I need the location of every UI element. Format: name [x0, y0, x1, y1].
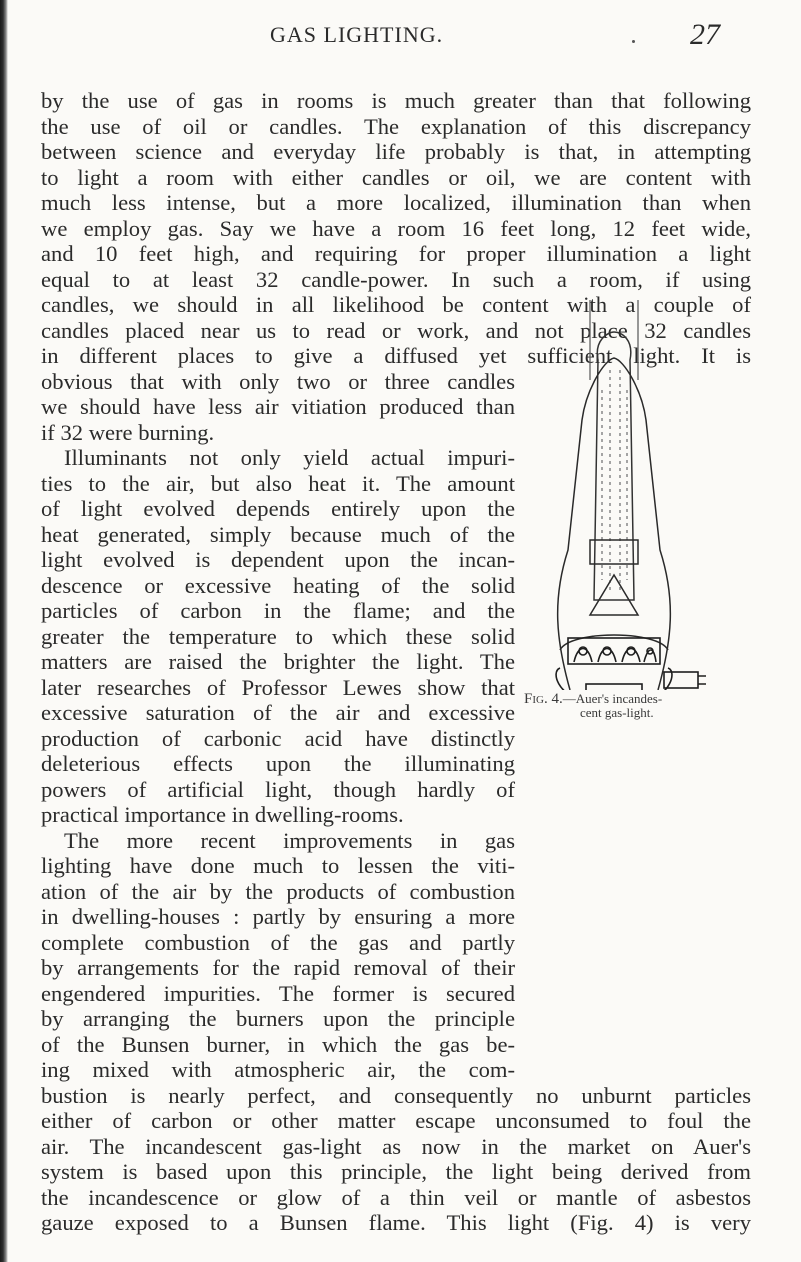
text-line: engendered impurities. The former is secured — [41, 980, 515, 1006]
text-line: light evolved is dependent upon the incan- — [41, 547, 515, 572]
page-binding-edge — [0, 0, 8, 1262]
text-line: gauze exposed to a Bunsen flame. This light (Fig. 4) is very — [41, 1210, 751, 1235]
text-line: if 32 were burning. — [41, 419, 215, 445]
text-line: descence or excessive heating of the solid — [41, 572, 515, 598]
text-line: later researches of Professor Lewes show that — [41, 674, 515, 700]
text-line: particles of carbon in the flame; and the — [41, 598, 515, 623]
text-line: ties to the air, but also heat it. The amount — [41, 470, 515, 496]
figure-auer-gas-light — [530, 300, 760, 690]
text-line: in dwelling-houses : partly by ensuring a more — [41, 904, 515, 929]
text-line: between science and everyday life probably is that, in attempting — [41, 139, 751, 164]
caption-text-line2: cent gas-light. — [580, 705, 654, 720]
text-line: bustion is nearly perfect, and consequently no unburnt particles — [41, 1082, 751, 1108]
text-line: by arranging the burners upon the principle — [41, 1006, 515, 1031]
gas-light-illustration — [530, 300, 760, 690]
page-header — [0, 18, 801, 58]
text-line: practical importance in dwelling-rooms. — [41, 802, 404, 827]
text-line: ation of the air by the products of combustion — [41, 878, 515, 904]
figure-label: Fig. 4. — [524, 691, 563, 707]
text-line: either of carbon or other matter escape unconsumed to foul the — [41, 1108, 751, 1133]
text-line: of light evolved depends entirely upon the — [41, 496, 515, 521]
page-number: 27 — [690, 18, 720, 51]
text-line: powers of artificial light, though hardly of — [41, 776, 515, 802]
text-line: in different places to give a diffused yet sufficient light. It is — [41, 343, 751, 368]
text-line: we employ gas. Say we have a room 16 feet long, 12 feet wide, — [41, 215, 751, 241]
text-line: candles, we should in all likelihood be content with a couple of — [41, 292, 751, 317]
print-speck — [632, 40, 635, 43]
text-line: lighting have done much to lessen the viti- — [41, 853, 515, 878]
text-line: by the use of gas in rooms is much greater than that following — [41, 88, 751, 113]
text-line: the use of oil or candles. The explanation of this discrepancy — [41, 113, 751, 139]
text-line: ing mixed with atmospheric air, the com- — [41, 1057, 515, 1082]
text-line: candles placed near us to read or work, and not place 32 candles — [41, 317, 751, 343]
text-line: production of carbonic acid have distinctly — [41, 725, 515, 751]
text-line: the incandescence or glow of a thin veil or mantle of asbestos — [41, 1184, 751, 1210]
text-line: Illuminants not only yield actual impuri- — [64, 445, 515, 470]
text-line: and 10 feet high, and requiring for proper illumination a light — [41, 241, 751, 266]
text-line: to light a room with either candles or oil, we are content with — [41, 164, 751, 190]
text-line: excessive saturation of the air and excessive — [41, 700, 515, 725]
text-line: heat generated, simply because much of the — [41, 521, 515, 547]
text-line: matters are raised the brighter the light. The — [41, 649, 515, 674]
text-line: much less intense, but a more localized, illumination than when — [41, 190, 751, 215]
text-line: complete combustion of the gas and partly — [41, 929, 515, 955]
figure-caption — [524, 692, 774, 720]
text-line: by arrangements for the rapid removal of their — [41, 955, 515, 980]
text-line: obvious that with only two or three candles — [41, 368, 515, 394]
text-line: The more recent improvements in gas — [64, 827, 515, 853]
caption-text-line1: —Auer's incandes- — [562, 691, 663, 706]
text-line: system is based upon this principle, the light being derived from — [41, 1159, 751, 1184]
text-line: air. The incandescent gas-light as now in the market on Auer's — [41, 1133, 751, 1159]
text-line: equal to at least 32 candle-power. In such a room, if using — [41, 266, 751, 292]
text-line: deleterious effects upon the illuminating — [41, 751, 515, 776]
text-line: of the Bunsen burner, in which the gas be- — [41, 1031, 515, 1057]
running-title: GAS LIGHTING. — [270, 22, 444, 47]
text-line: we should have less air vitiation produced than — [41, 394, 515, 419]
text-line: greater the temperature to which these solid — [41, 623, 515, 649]
